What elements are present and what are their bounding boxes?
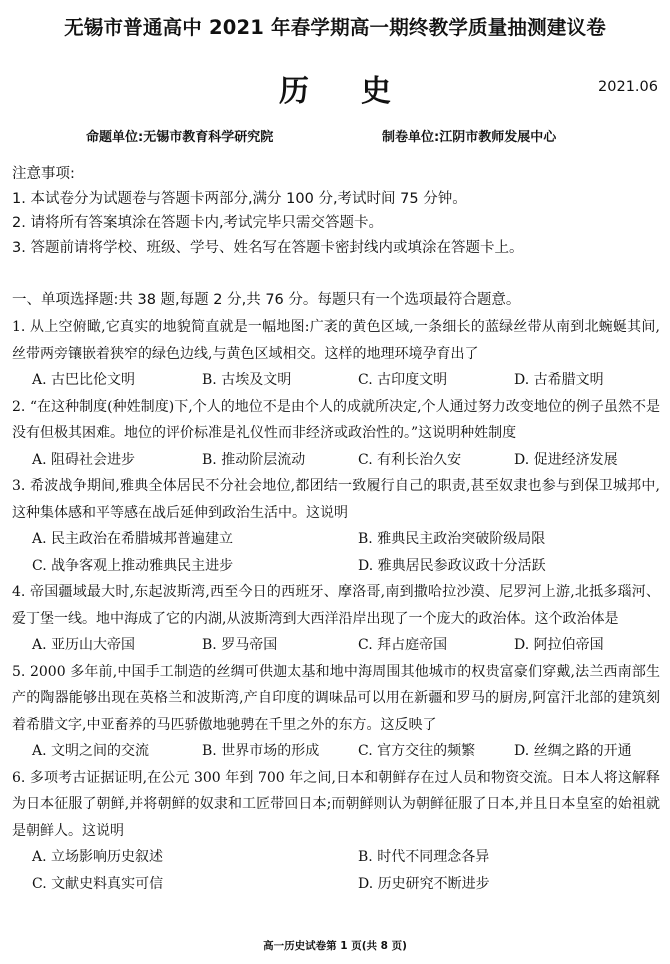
question-stem: 1. 从上空俯瞰,它真实的地貌简直就是一幅地图:广袤的黄色区域,一条细长的蓝绿丝带从南到北蜿蜒其间,丝带两旁镶嵌着狭窄的绿色边线,与黄色区域相交。这样的地理环境孕育出了	[12, 319, 660, 362]
option-b: B. 古埃及文明	[202, 372, 292, 388]
option-c: C. 古印度文明	[358, 372, 448, 388]
option-row	[12, 738, 660, 765]
question-stem: 3. 希波战争期间,雅典全体居民不分社会地位,都团结一致履行自己的职责,甚至奴隶也参与到保卫城邦中,这种集体感和平等感在战后延伸到政治生活中。这说明	[12, 478, 660, 521]
question-stem: 2. “在这种制度(种姓制度)下,个人的地位不是由个人的成就所决定,个人通过努力改变地位的例子虽然不是没有但极其困难。地位的评价标准是礼仪性而非经济或政治性的。”这说明种姓制度	[12, 398, 660, 441]
option-d: D. 促进经济发展	[514, 451, 618, 468]
option-row	[12, 447, 660, 474]
option-a: A. 古巴比伦文明	[32, 372, 136, 388]
option-c: C. 战争客观上推动雅典民主进步	[32, 557, 234, 574]
option-row	[12, 367, 660, 394]
option-row	[12, 844, 660, 871]
question-stem: 5. 2000 多年前,中国手工制造的丝绸可供迦太基和地中海周围其他城市的权贵富豪们穿戴,法兰西南部生产的陶器能够出现在英格兰和波斯湾,产自印度的调味品可以用在新疆和罗马的厨房,阿富汗北部的建筑刻着希腊文字,中亚畜养的马匹骄傲地驰骋在千里之外的东方。这反映了	[12, 663, 660, 733]
question-list	[12, 287, 660, 897]
maker-unit: 制卷单位:江阴市教师发展中心	[382, 130, 557, 145]
option-d: D. 古希腊文明	[514, 372, 604, 388]
option-b: B. 罗马帝国	[202, 637, 278, 653]
option-d: D. 雅典居民参政议政十分活跃	[358, 557, 546, 574]
option-c: C. 官方交往的频繁	[358, 743, 476, 759]
question-3	[12, 473, 660, 579]
exam-date: 2021.06	[598, 79, 658, 95]
notice-heading: 注意事项:	[12, 166, 75, 182]
option-a: A. 文明之间的交流	[32, 743, 150, 759]
option-c: C. 拜占庭帝国	[358, 637, 448, 653]
option-a: A. 阻碍社会进步	[32, 451, 136, 468]
option-c: C. 文献史料真实可信	[32, 875, 164, 892]
option-b: B. 推动阶层流动	[202, 451, 306, 468]
question-2	[12, 394, 660, 474]
option-a: A. 立场影响历史叙述	[32, 849, 164, 865]
option-b: B. 世界市场的形成	[202, 743, 320, 759]
notice-item: 3. 答题前请将学校、班级、学号、姓名写在答题卡密封线内或填涂在答题卡上。	[12, 239, 524, 256]
notice-block	[12, 162, 662, 260]
question-4	[12, 579, 660, 659]
option-c: C. 有利长治久安	[358, 451, 462, 468]
question-5	[12, 659, 660, 765]
question-6	[12, 765, 660, 898]
option-a: A. 民主政治在希腊城邦普遍建立	[32, 531, 234, 547]
page-footer: 高一历史试卷第 1 页(共 8 页)	[263, 940, 407, 952]
option-b: B. 时代不同理念各异	[358, 849, 490, 865]
option-d: D. 历史研究不断进步	[358, 875, 490, 892]
question-stem: 6. 多项考古证据证明,在公元 300 年到 700 年之间,日本和朝鲜存在过人员和物资交流。日本人将这解释为日本征服了朝鲜,并将朝鲜的奴隶和工匠带回日本;而朝鲜则认为朝鲜征服了日本,并且日本皇室的始祖就是朝鲜人。这说明	[12, 769, 660, 839]
question-1	[12, 314, 660, 394]
option-row	[12, 526, 660, 553]
notice-item: 1. 本试卷分为试题卷与答题卡两部分,满分 100 分,考试时间 75 分钟。	[12, 190, 467, 207]
issuing-units	[0, 126, 670, 146]
option-d: D. 阿拉伯帝国	[514, 637, 604, 653]
section-heading: 一、单项选择题:共 38 题,每题 2 分,共 76 分。每题只有一个选项最符合题意。	[12, 292, 521, 308]
option-b: B. 雅典民主政治突破阶级局限	[358, 531, 546, 547]
exam-title: 无锡市普通高中 2021 年春学期高一期终教学质量抽测建议卷	[64, 16, 606, 39]
option-row	[12, 553, 660, 580]
option-d: D. 丝绸之路的开通	[514, 743, 632, 759]
question-stem: 4. 帝国疆域最大时,东起波斯湾,西至今日的西班牙、摩洛哥,南到撒哈拉沙漠、尼罗河上游,北抵多瑙河、爱丁堡一线。地中海成了它的内湖,从波斯湾到大西洋沿岸出现了一个庞大的政治体。这个政治体是	[12, 584, 660, 627]
setter-unit: 命题单位:无锡市教育科学研究院	[86, 130, 274, 145]
subject-title: 历史	[279, 74, 443, 109]
notice-item: 2. 请将所有答案填涂在答题卡内,考试完毕只需交答题卡。	[12, 215, 384, 231]
option-row	[12, 871, 660, 898]
option-row	[12, 632, 660, 659]
option-a: A. 亚历山大帝国	[32, 637, 136, 653]
